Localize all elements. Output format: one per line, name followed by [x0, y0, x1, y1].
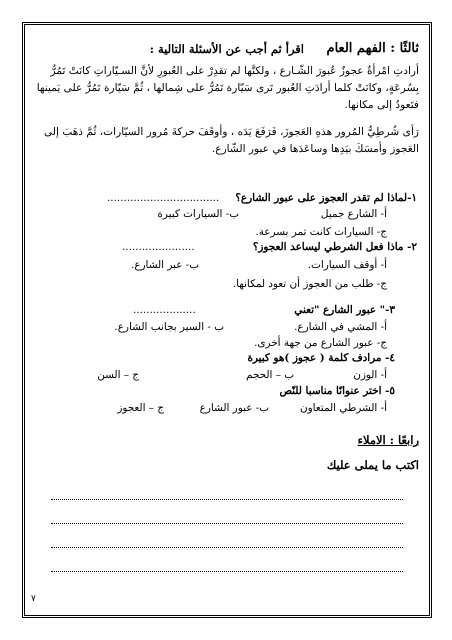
- question-2: ٢- ماذا فعل الشرطي ليساعد العجوز؟: [252, 241, 417, 253]
- q3-option-a: أ- المشي في الشارع.: [294, 321, 387, 333]
- q4-option-a: أ- الوزن: [353, 369, 387, 381]
- q3-option-c: ج- عبور الشارع من جهة أخرى.: [254, 337, 387, 349]
- dictation-line[interactable]: [51, 523, 403, 524]
- answer-dots: ..................................: [107, 192, 220, 204]
- section4-instruction: اكتب ما يملى عليك: [326, 458, 419, 472]
- question-5: ٥- اختر عنوانًا مناسبا للنّص: [279, 385, 395, 397]
- passage-line: العَجوز وأمسَكَ بيَدِها وساعَدَها في عبور الشّارع.: [211, 143, 419, 155]
- dictation-line[interactable]: [51, 547, 403, 548]
- dictation-line[interactable]: [51, 499, 403, 500]
- q1-option-a: أ- الشارع جميل: [320, 208, 387, 220]
- section3-instruction: اقرأ ثم أجب عن الأسئلة التالية :: [149, 42, 304, 56]
- q4-option-b: ب – الحجم: [246, 369, 294, 381]
- passage-line: أرادتِ امْرأةٌ عجوزٌ عُبورَ الشّـارع ، ولكنَّها لم تقدِرْ على العُبورِ لأنَّ السـيّاراتِ كانَتْ تَمُرُّ: [50, 65, 419, 77]
- q1-option-b: ب- السيارات كبيرة: [157, 208, 239, 220]
- worksheet-page: [22, 22, 432, 618]
- passage-line: فتَعودُ إلى مكانها.: [344, 99, 419, 111]
- question-1: ١-لماذا لم تقدر العجوز على عبور الشارع؟: [235, 192, 417, 204]
- q5-option-a: أ- الشرطي المتعاون: [299, 402, 387, 414]
- passage-line: رَأى شُرطِيُّ المُرور هذهِ العَجوزَ، فَرَفَعَ يَدَه ، وأوقَفَ حركةَ مُرور السيّارات، ثُمَّ ذهَبَ إلى: [43, 126, 419, 138]
- q3-option-b: ب - السير بجانب الشارع.: [114, 321, 224, 333]
- q1-option-c: ج- السيارات كانت تمر بسرعة.: [255, 226, 387, 238]
- answer-dots: ...................: [133, 304, 196, 316]
- question-3: ٣-" عبور الشارع "تعني: [294, 304, 395, 316]
- answer-dots: ......................: [122, 241, 195, 253]
- q5-option-b: ب- عبور الشارع: [199, 402, 269, 414]
- section4-title: رابعًا : الاملاء: [357, 433, 419, 447]
- section3-title: ثالثًا : الفهم العام: [326, 41, 419, 56]
- passage-line: بِسُرعَةٍ، وكانَتْ كلما أرادَتِ العُبور تَرى سَيّارة تَمُرُّ على شِمالها ، ثُمَّ سَيّارة تَمُرُّ على يَمينها: [36, 82, 419, 94]
- dictation-line[interactable]: [51, 571, 403, 572]
- q4-option-c: ج – السن: [97, 369, 139, 381]
- question-4: ٤- مرادف كلمة ( عجوز )هو كبيرة: [247, 352, 395, 364]
- page-number: ٧: [31, 594, 36, 604]
- q2-option-b: ب- عبر الشارع.: [131, 259, 199, 271]
- q2-option-c: ج- طلب من العجوز أن تعود لمكانها.: [232, 278, 387, 290]
- q2-option-a: أ- أوقف السيارات.: [307, 259, 387, 271]
- q5-option-c: ج – العجوز: [117, 402, 164, 414]
